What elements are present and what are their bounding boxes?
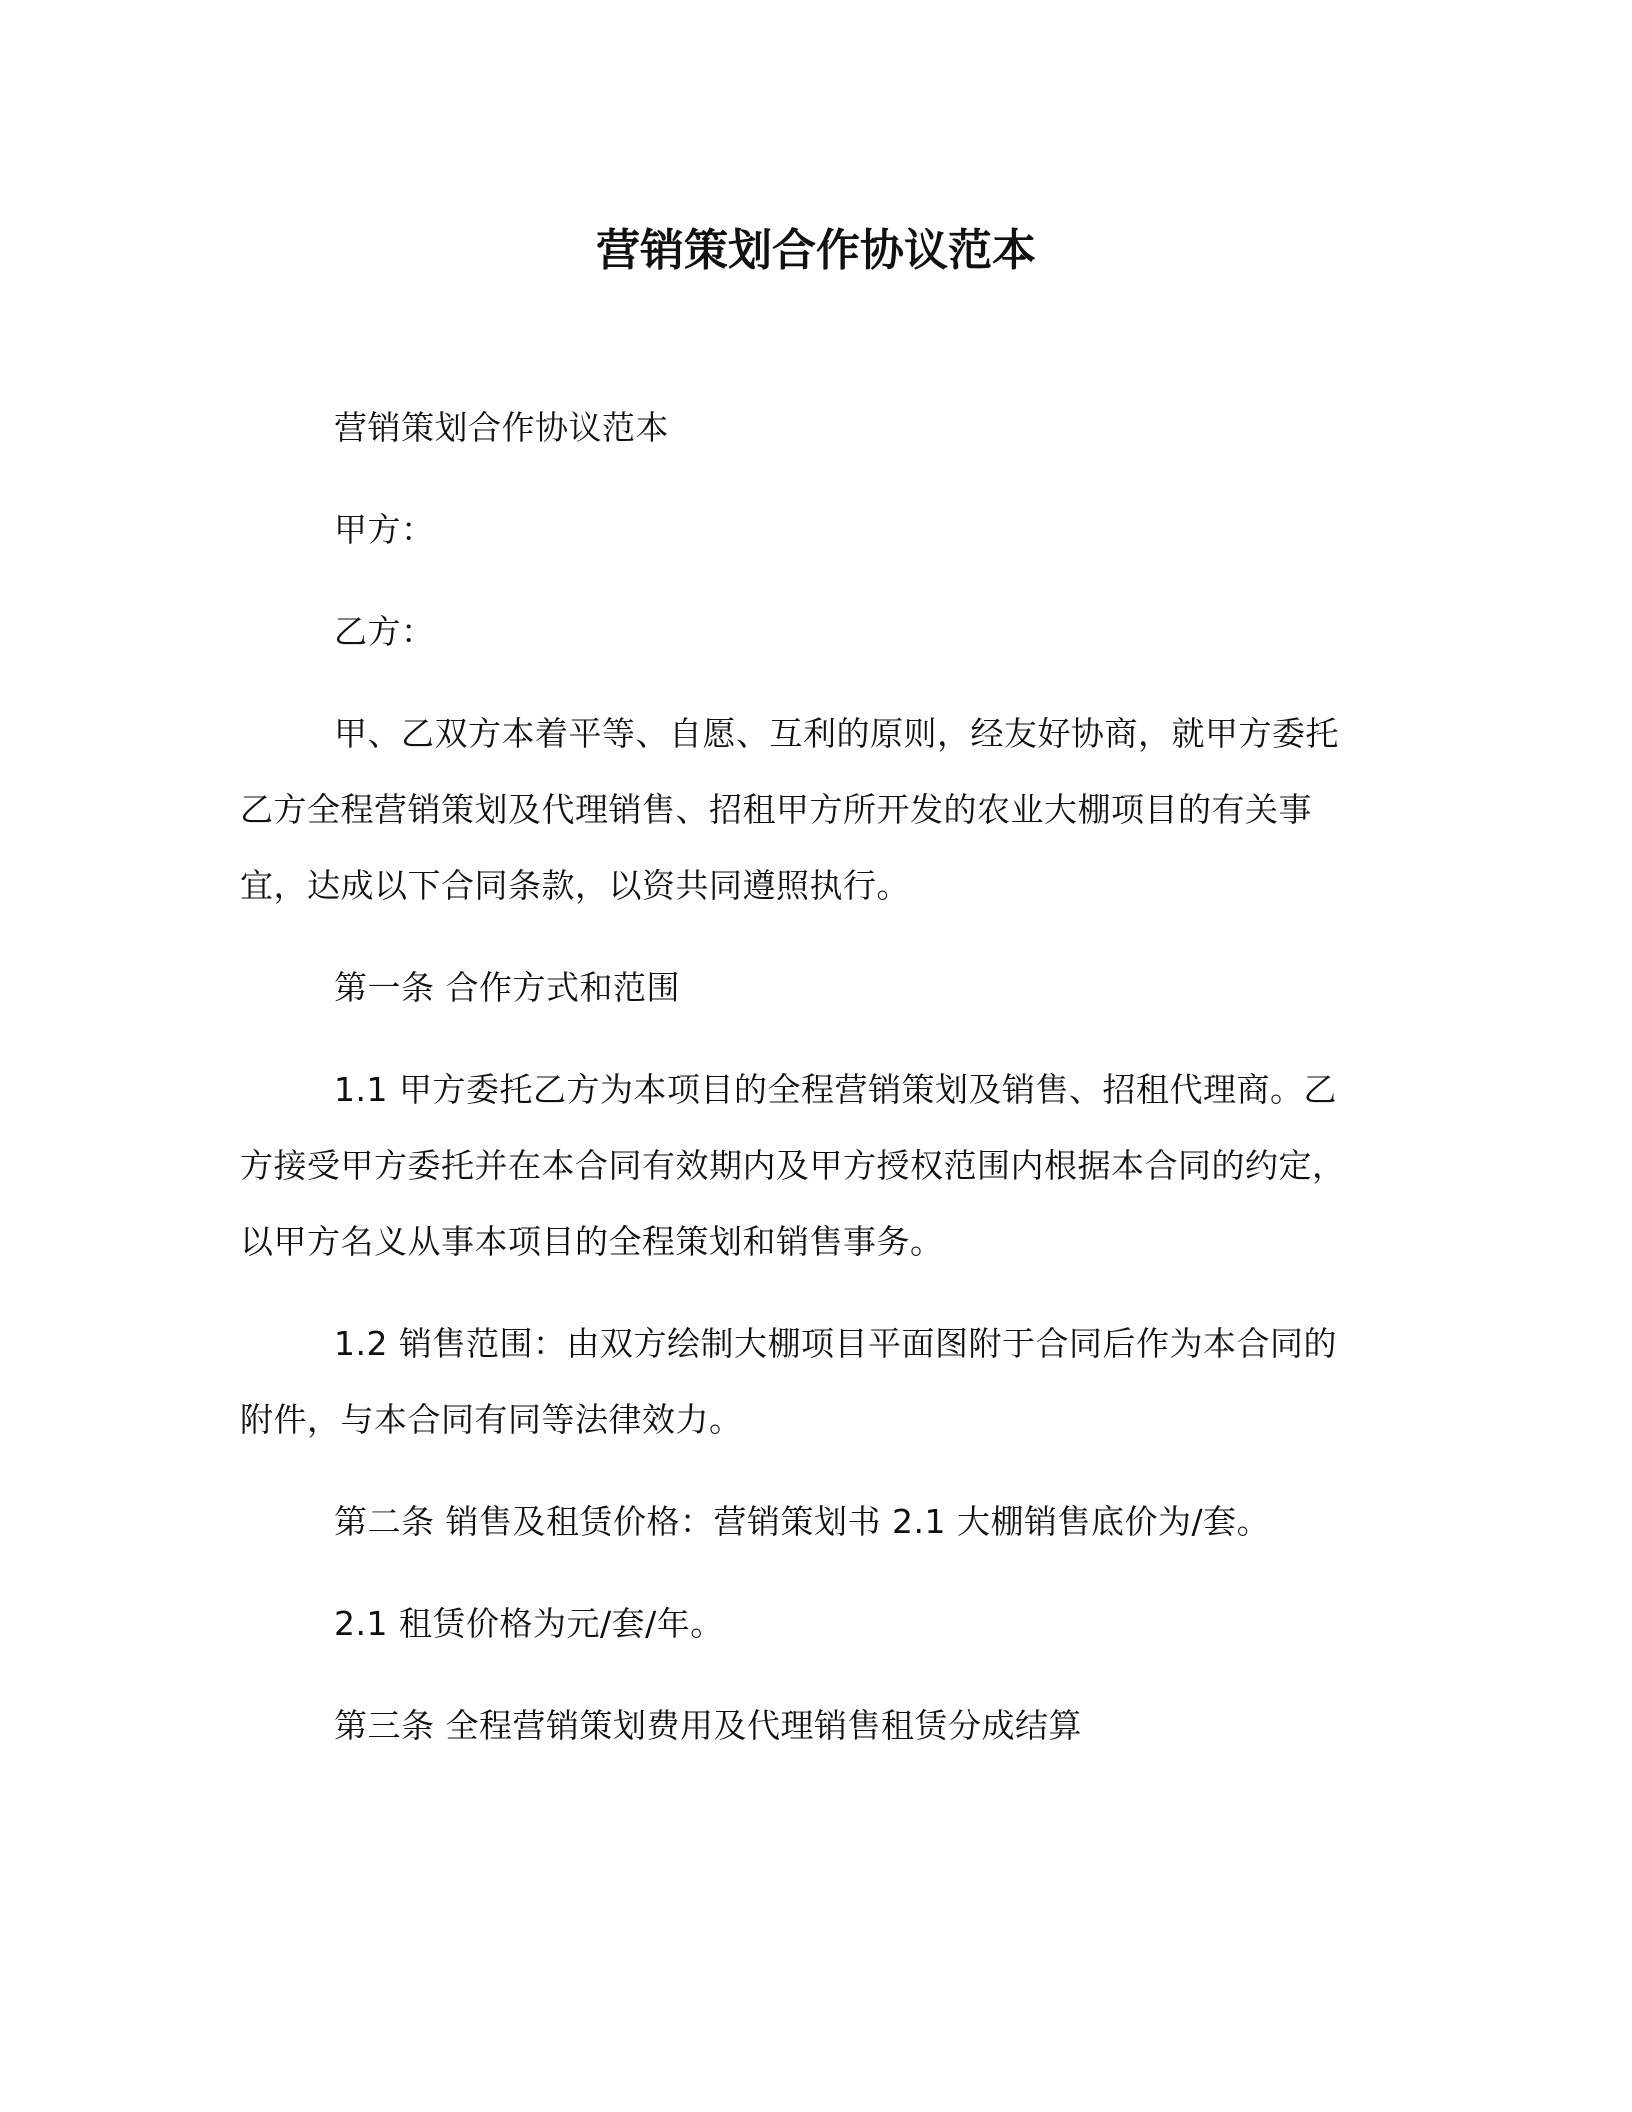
paragraph-clause-2-1: 2.1 租赁价格为元/套/年。 bbox=[334, 1604, 724, 1643]
paragraph-party-a: 甲方： bbox=[334, 510, 435, 549]
paragraph-party-b: 乙方： bbox=[334, 612, 435, 651]
paragraph-article-2-heading: 第二条 销售及租赁价格：营销策划书 2.1 大棚销售底价为/套。 bbox=[334, 1502, 1271, 1541]
paragraph-clause-1-2: 1.2 销售范围：由双方绘制大棚项目平面图附于合同后作为本合同的附件，与本合同有同等法律效力。 bbox=[240, 1324, 1337, 1439]
document-title: 营销策划合作协议范本 bbox=[596, 225, 1036, 276]
paragraph-article-1-heading: 第一条 合作方式和范围 bbox=[334, 968, 680, 1007]
paragraph-article-3-heading: 第三条 全程营销策划费用及代理销售租赁分成结算 bbox=[334, 1706, 1082, 1745]
document-body bbox=[240, 390, 1370, 1790]
paragraph-subtitle: 营销策划合作协议范本 bbox=[334, 408, 669, 447]
paragraph-clause-1-1: 1.1 甲方委托乙方为本项目的全程营销策划及销售、招租代理商。乙方接受甲方委托并在本合同有效期内及甲方授权范围内根据本合同的约定，以甲方名义从事本项目的全程策划和销售事务。 bbox=[240, 1070, 1346, 1261]
paragraph-preamble: 甲、乙双方本着平等、自愿、互利的原则，经友好协商，就甲方委托乙方全程营销策划及代理销售、招租甲方所开发的农业大棚项目的有关事宜，达成以下合同条款，以资共同遵照执行。 bbox=[240, 714, 1339, 905]
